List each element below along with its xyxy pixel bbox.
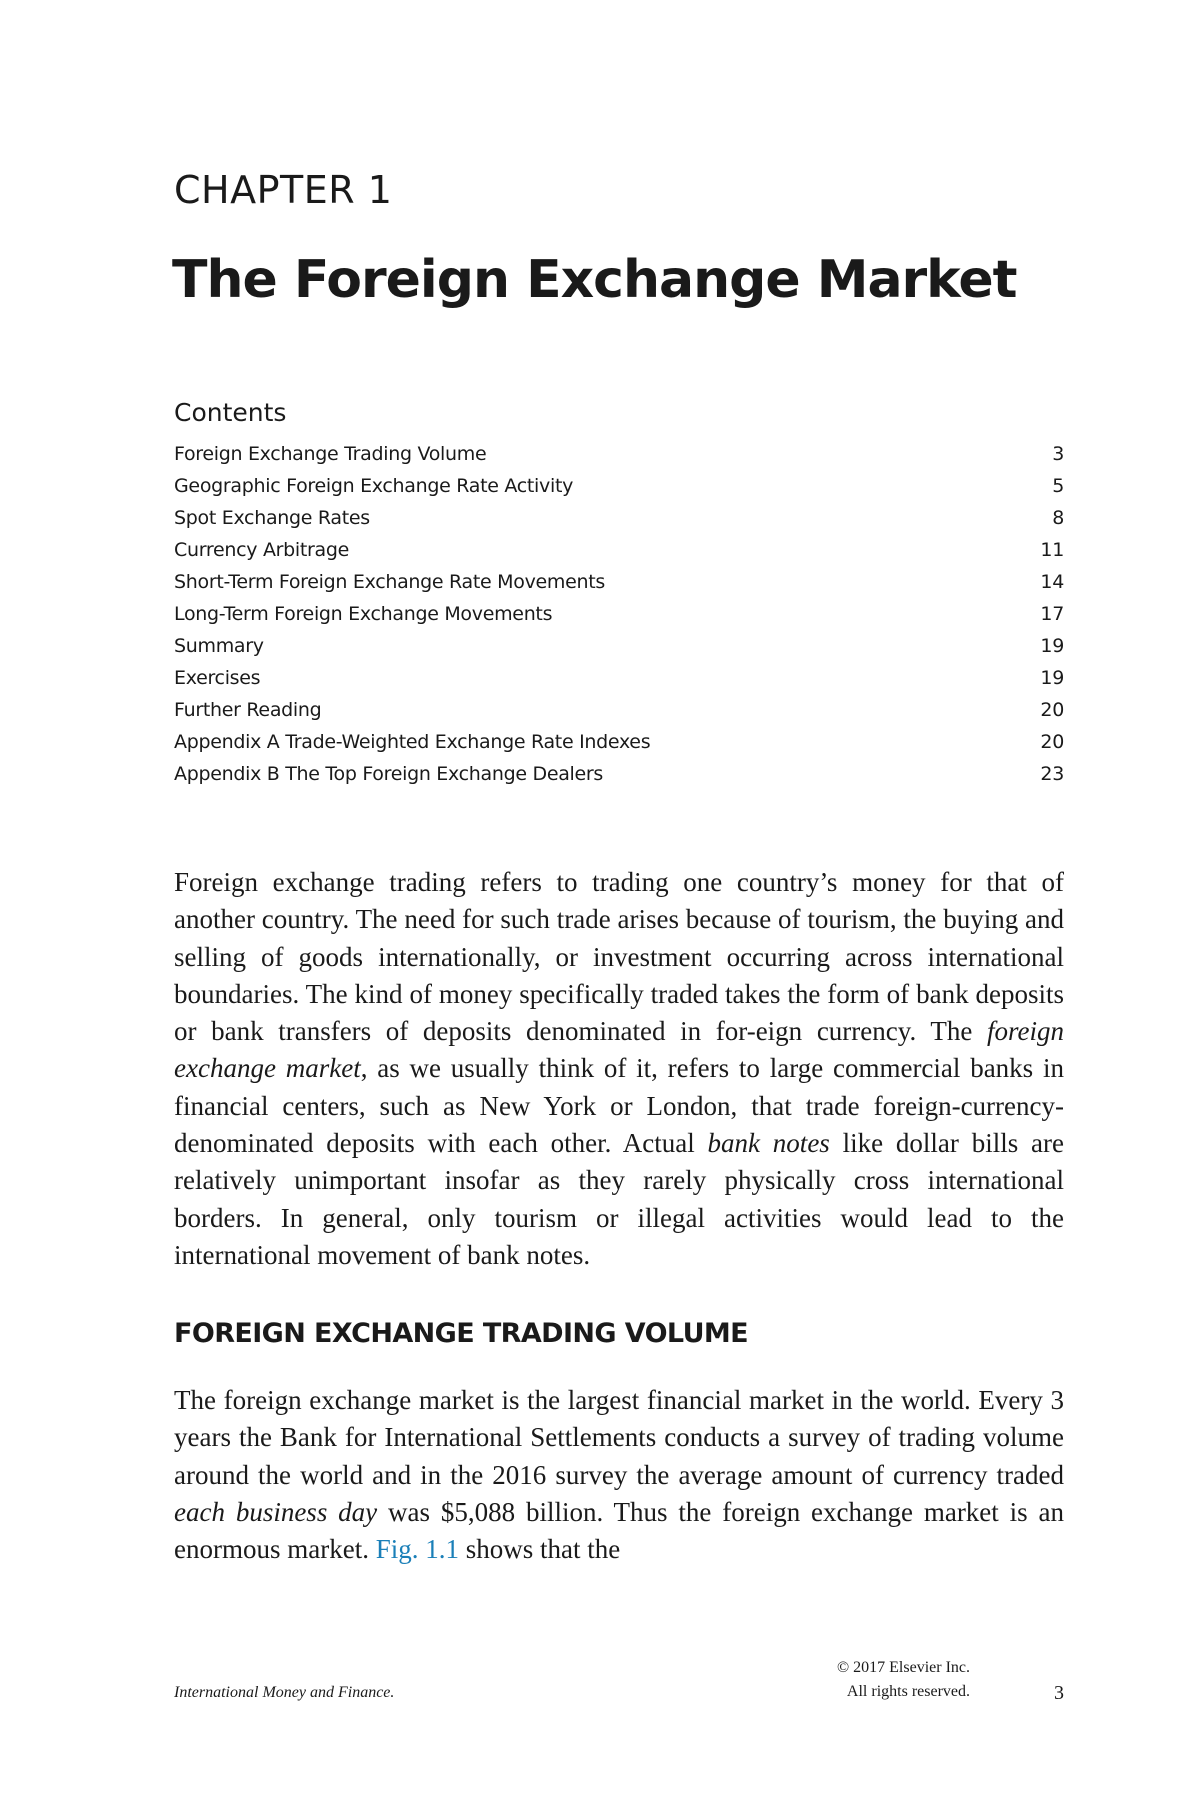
toc-entry-page: 8 <box>1052 507 1064 529</box>
toc-entry-title: Short-Term Foreign Exchange Rate Movements <box>174 571 605 593</box>
section-text-b: was $5,088 billion. Thus the foreign exchange market is an enormous market. <box>174 1496 1064 1565</box>
chapter-title: The Foreign Exchange Market <box>172 250 1017 310</box>
toc-entry-page: 17 <box>1040 603 1064 625</box>
toc-entry-title: Foreign Exchange Trading Volume <box>174 443 487 465</box>
table-of-contents <box>174 398 1064 795</box>
toc-entry-title: Currency Arbitrage <box>174 539 350 561</box>
footer-copyright <box>760 1656 970 1704</box>
intro-emphasis-fx-market: foreign exchange market <box>174 1016 1064 1084</box>
toc-entry-title: Long-Term Foreign Exchange Movements <box>174 603 553 625</box>
intro-text-c: like dollar bills are relatively unimportant insofar as they rarely physically cross international borders. In general, only tourism or illegal activities would lead to the international movement of bank notes. <box>174 1128 1064 1270</box>
toc-entry-page: 5 <box>1052 475 1064 497</box>
toc-entry[interactable] <box>174 507 1064 539</box>
toc-entry[interactable] <box>174 539 1064 571</box>
toc-entry-title: Further Reading <box>174 699 322 721</box>
toc-entry[interactable] <box>174 571 1064 603</box>
toc-entry-page: 19 <box>1040 667 1064 689</box>
toc-entry[interactable] <box>174 763 1064 795</box>
page-number: 3 <box>1054 1682 1064 1704</box>
toc-entry-page: 11 <box>1040 539 1064 561</box>
toc-entry-page: 3 <box>1052 443 1064 465</box>
chapter-label: CHAPTER 1 <box>174 168 393 212</box>
contents-heading: Contents <box>174 398 287 427</box>
toc-entry[interactable] <box>174 603 1064 635</box>
section-heading: FOREIGN EXCHANGE TRADING VOLUME <box>174 1318 749 1349</box>
toc-entry[interactable] <box>174 635 1064 667</box>
toc-entry[interactable] <box>174 475 1064 507</box>
section-paragraph <box>174 1382 1064 1568</box>
intro-paragraph <box>174 864 1064 1274</box>
section-text-a: The foreign exchange market is the largest financial market in the world. Every 3 years the Bank for International Settlements conducts a survey of trading volume around the world and in the 2016 survey the average amount of currency traded <box>174 1385 1064 1490</box>
intro-text-b: , as we usually think of it, refers to large commercial banks in financial centers, such as New York or London, that trade foreign-currency-denominated deposits with each other. Actual <box>174 1053 1064 1159</box>
toc-entry-page: 20 <box>1040 699 1064 721</box>
toc-entry-title: Geographic Foreign Exchange Rate Activity <box>174 475 574 497</box>
intro-emphasis-bank-notes: bank notes <box>707 1128 830 1159</box>
toc-entry-page: 20 <box>1040 731 1064 753</box>
toc-entry-title: Appendix A Trade-Weighted Exchange Rate Indexes <box>174 731 651 753</box>
toc-list <box>174 443 1064 795</box>
section-text-c: shows that the <box>458 1534 621 1565</box>
toc-entry-page: 19 <box>1040 635 1064 657</box>
section-emphasis-business-day: each business day <box>174 1496 378 1527</box>
toc-entry[interactable] <box>174 667 1064 699</box>
toc-entry-page: 14 <box>1040 571 1064 593</box>
toc-entry[interactable] <box>174 443 1064 475</box>
toc-entry[interactable] <box>174 731 1064 763</box>
toc-entry[interactable] <box>174 699 1064 731</box>
toc-entry-page: 23 <box>1040 763 1064 785</box>
toc-entry-title: Spot Exchange Rates <box>174 507 370 529</box>
toc-entry-title: Summary <box>174 635 264 657</box>
footer-book-title: International Money and Finance. <box>174 1684 395 1701</box>
intro-text-a: Foreign exchange trading refers to trading one country’s money for that of another country. The need for such trade arises because of tourism, the buying and selling of goods internationally, or investment occurring across international boundaries. The kind of money specifically traded takes the form of bank deposits or bank transfers of deposits denominated in for-eign currency. The <box>174 867 1064 1047</box>
toc-entry-title: Appendix B The Top Foreign Exchange Dealers <box>174 763 604 785</box>
toc-entry-title: Exercises <box>174 667 261 689</box>
figure-link[interactable]: Fig. 1.1 <box>375 1534 459 1565</box>
copyright-line-2: All rights reserved. <box>846 1683 970 1700</box>
copyright-line-1: © 2017 Elsevier Inc. <box>836 1659 970 1676</box>
